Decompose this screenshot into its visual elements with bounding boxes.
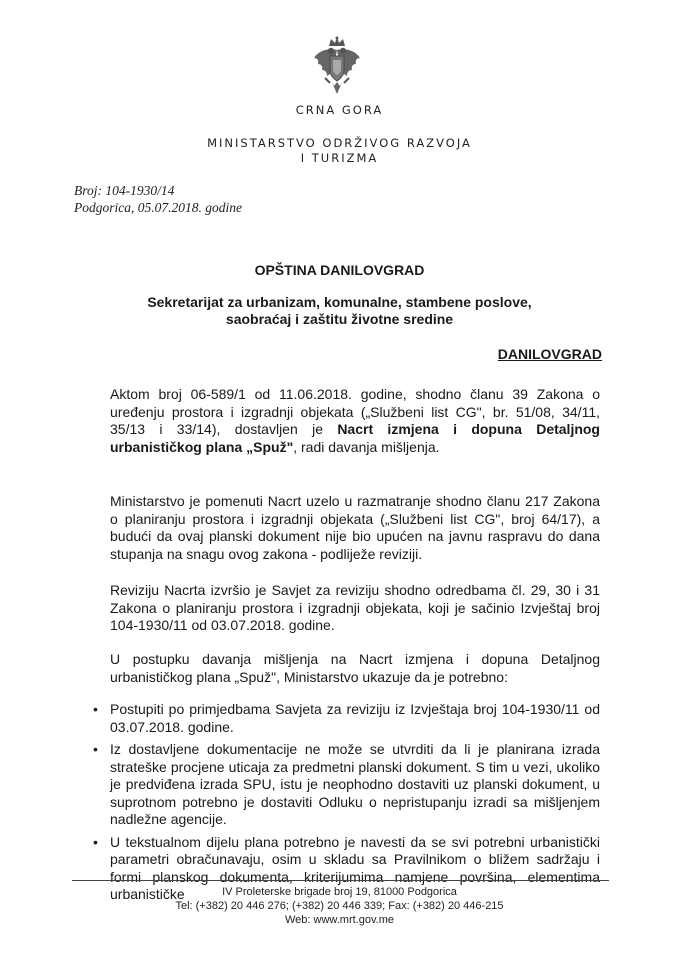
paragraph-2: Ministarstvo je pomenuti Nacrt uzelo u razmatranje shodno članu 217 Zakona o planiranju prostora i izgradnji objekata („Službeni list CG", broj 64/17), a budući da ovaj planski dokument nije bio upućen na javnu raspravu do dana stupanja na snagu ovog zakona - podliježe reviziji. xyxy=(110,493,600,562)
list-item xyxy=(93,741,600,829)
paragraph-3: Reviziju Nacrta izvršio je Savjet za reviziju shodno odredbama čl. 29, 30 i 31 Zakona o planiranju prostora i izgradnji objekata, koji je sačinio Izvještaj broj 104-1930/11 od 03.07.2018. godine. xyxy=(110,582,600,633)
footer-address: IV Proleterske brigade broj 19, 81000 Podgorica xyxy=(222,886,457,898)
plan-title: Nacrt izmjena i dopuna Detaljnog urbanističkog plana „Spuž" xyxy=(110,421,600,455)
list-item xyxy=(93,701,600,736)
paragraph-1 xyxy=(110,386,600,456)
list-item-text: U tekstualnom dijelu plana potrebno je navesti da se svi potrebni urbanistički parametri obračunavaju, osim u skladu sa Pravilnikom o bližem sadržaju i formi planskog dokumenta, kriterijumima namjene površina, elementima urbanističke xyxy=(110,833,600,902)
footer-divider xyxy=(72,880,609,881)
requirements-list xyxy=(93,701,600,909)
footer-web: Web: www.mrt.gov.me xyxy=(284,914,394,926)
list-item-text: Postupiti po primjedbama Savjeta za reviziju iz Izvještaja broj 104-1930/11 od 03.07.2018. godine. xyxy=(110,701,600,735)
montenegro-coat-of-arms-icon xyxy=(311,36,363,100)
list-item-text: Iz dostavljene dokumentacije ne može se utvrditi da li je planirana izrada strateške procjene uticaja za predmetni planski dokument. S tim u vezi, ukoliko je predviđena izrada SPU, istu je neophodno dostaviti uz planski dokument, u suprotnom potrebno je dostaviti Odluku o nepristupanju izradi sa mišljenjem nadležne agencije. xyxy=(110,741,600,827)
place-and-date: Podgorica, 05.07.2018. godine xyxy=(74,200,242,215)
country-name: CRNA GORA xyxy=(295,103,384,117)
document-number: Broj: 104-1930/14 xyxy=(74,183,175,198)
recipient-department-line1: Sekretarijat za urbanizam, komunalne, stambene poslove, xyxy=(147,294,532,310)
bullet-icon: • xyxy=(93,833,98,850)
footer xyxy=(0,885,679,927)
paragraph-1-text-a: Aktom broj 06-589/1 od 11.06.2018. godine, shodno članu 39 Zakona o uređenju prostora i izgradnji objekata („Službeni list CG", br. 51/08, 34/11, 35/13 i 33/14), dostavljen je xyxy=(110,386,600,437)
recipient-name: OPŠTINA DANILOVGRAD xyxy=(254,262,425,278)
recipient-city: DANILOVGRAD xyxy=(497,346,602,362)
ministry-name-line1: MINISTARSTVO ODRŽIVOG RAZVOJA xyxy=(207,136,472,150)
ministry-name-line2: I TURIZMA xyxy=(300,151,379,165)
recipient-department-line2: saobraćaj i zaštitu životne sredine xyxy=(225,311,454,327)
bullet-icon: • xyxy=(93,701,98,717)
paragraph-1-text-c: , radi davanja mišljenja. xyxy=(293,438,440,455)
paragraph-4: U postupku davanja mišljenja na Nacrt izmjena i dopuna Detaljnog urbanističkog plana „Spuž", Ministarstvo ukazuje da je potrebno: xyxy=(110,651,600,685)
footer-phones: Tel: (+382) 20 446 276; (+382) 20 446 339; Fax: (+382) 20 446-215 xyxy=(175,900,504,912)
bullet-icon: • xyxy=(93,741,98,757)
